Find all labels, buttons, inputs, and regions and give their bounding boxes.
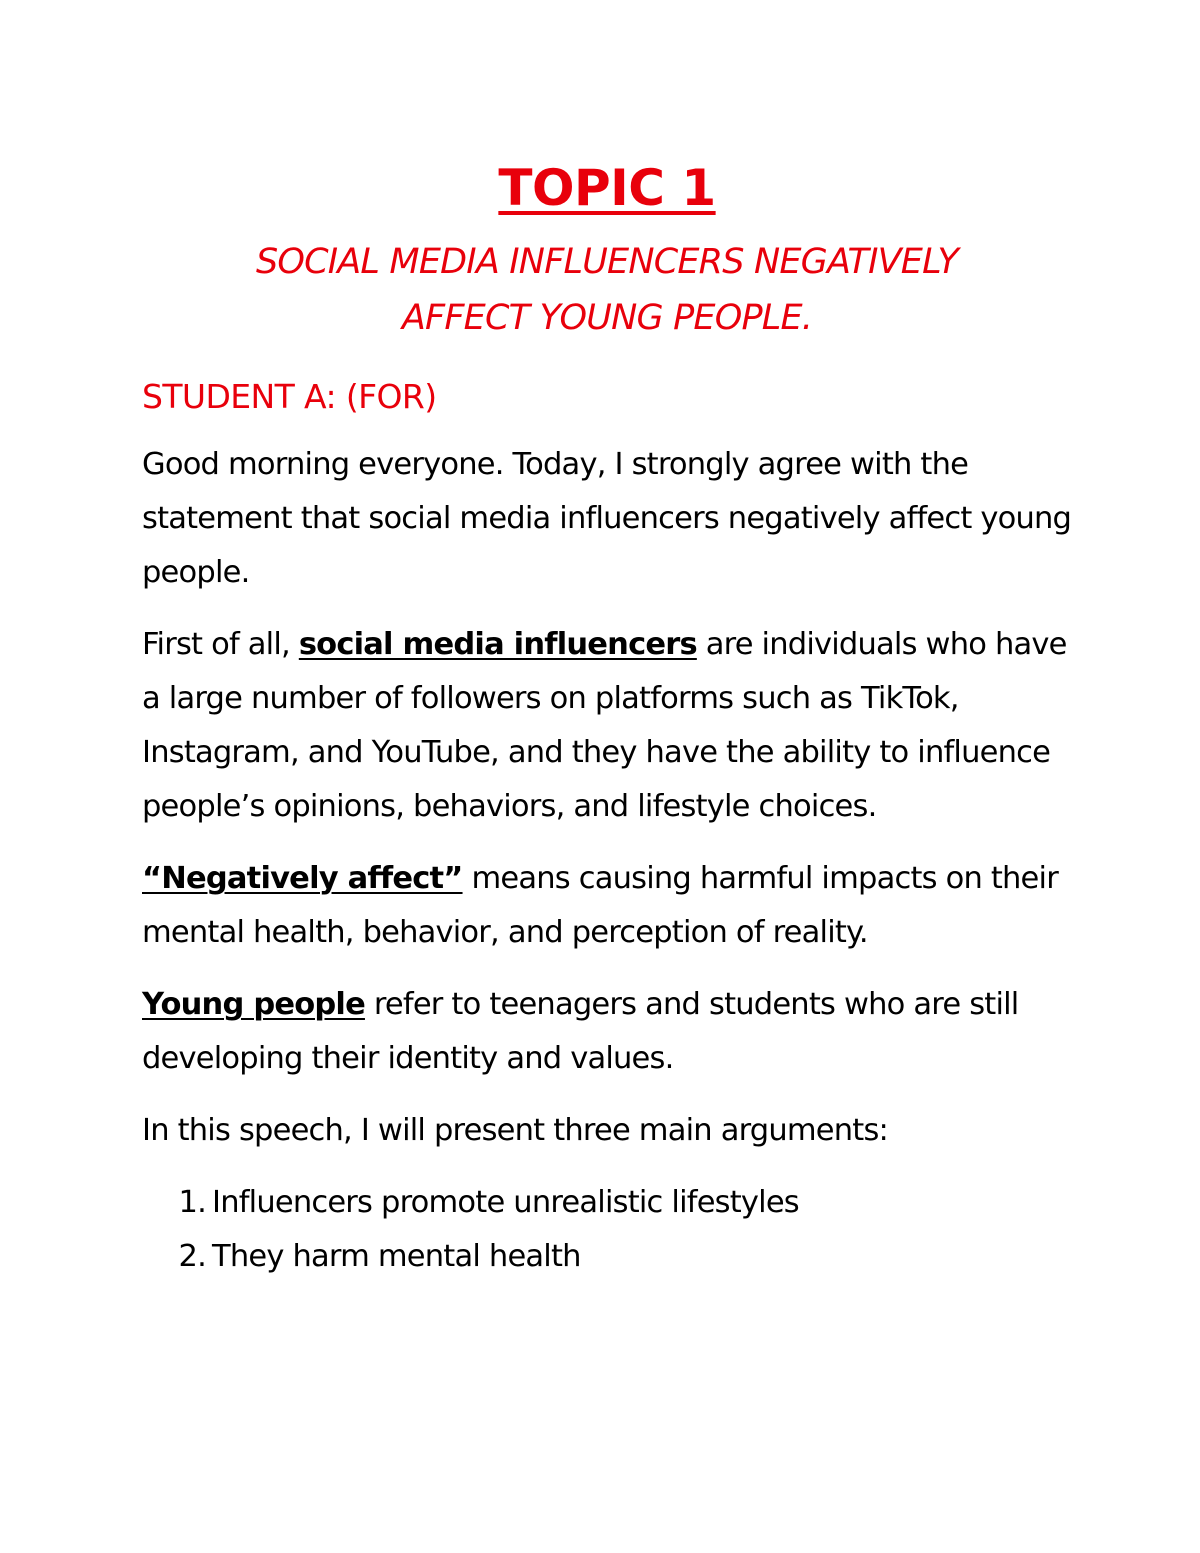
list-item <box>142 1230 1072 1284</box>
definition-influencers <box>142 618 1072 834</box>
student-label: STUDENT A: (FOR) <box>142 377 437 416</box>
arguments-intro: In this speech, I will present three main arguments: <box>142 1113 889 1148</box>
list-item-text: Influencers promote unrealistic lifestyles <box>212 1185 799 1220</box>
term-young-people: Young people <box>142 987 365 1022</box>
definition-negatively-affect <box>142 852 1072 960</box>
document-content <box>142 148 1072 1284</box>
list-item <box>142 1176 1072 1230</box>
motion-subtitle-line-2: AFFECT YOUNG PEOPLE. <box>401 298 813 338</box>
motion-subtitle <box>142 234 1072 346</box>
list-item-number: 2. <box>178 1239 206 1274</box>
list-item-number: 1. <box>178 1185 206 1220</box>
term-social-media-influencers: social media influencers <box>298 627 697 662</box>
intro-paragraph: Good morning everyone. Today, I strongly agree with the statement that social media influencers negatively affect young people. <box>142 447 1072 590</box>
definition-young-people-text: refer to teenagers and students who are still developing their identity and values. <box>142 987 1019 1076</box>
topic-title: TOPIC 1 <box>498 159 716 217</box>
definition-young-people <box>142 978 1072 1086</box>
term-negatively-affect: “Negatively affect” <box>142 861 463 896</box>
motion-subtitle-line-1: SOCIAL MEDIA INFLUENCERS NEGATIVELY <box>255 242 959 282</box>
definition-influencers-lead: First of all, <box>142 627 299 662</box>
definition-influencers-text: are individuals who have a large number of followers on platforms such as TikTok, Instagram, and YouTube, and they have the ability to influence people’s opinions, behaviors, and lifestyle choices. <box>142 627 1067 824</box>
arguments-list <box>142 1176 1072 1284</box>
definition-negatively-affect-text: means causing harmful impacts on their mental health, behavior, and perception of reality. <box>142 861 1058 950</box>
list-item-text: They harm mental health <box>212 1239 581 1274</box>
